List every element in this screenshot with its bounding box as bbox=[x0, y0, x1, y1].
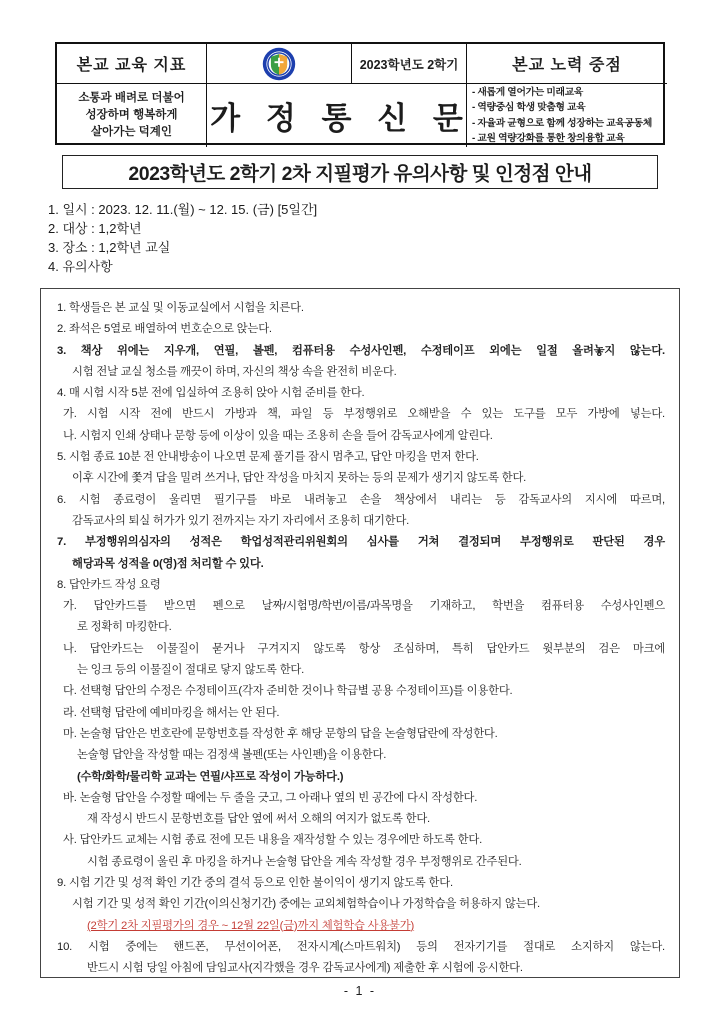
newsletter-title: 가 정 통 신 문 bbox=[207, 84, 467, 147]
school-emblem-icon bbox=[261, 46, 297, 82]
guideline-line: 4. 매 시험 시작 5분 전에 입실하여 조용히 앉아 시험 준비를 한다. bbox=[57, 387, 365, 400]
focus-item: - 교원 역량강화를 통한 창의융합 교육 bbox=[472, 133, 625, 144]
guideline-line: 시험 종료령이 울린 후 마킹을 하거나 논술형 답안을 계속 작성할 경우 부정행위로 간주된다. bbox=[87, 855, 522, 868]
guideline-line: 10. 시험 중에는 핸드폰, 무선이어폰, 전자시계(스마트워치) 등의 전자기기를 절대로 소지하지 않는다. bbox=[57, 940, 665, 953]
info-item: 4. 유의사항 bbox=[48, 259, 113, 274]
guideline-line: 가. 시험 시작 전에 반드시 가방과 책, 파일 등 부정행위로 오해받을 수 있는 도구를 모두 가방에 넣는다. bbox=[63, 408, 665, 421]
guideline-line: 5. 시험 종료 10분 전 안내방송이 나오면 문제 풀기를 잠시 멈추고, 답안 마킹을 먼저 한다. bbox=[57, 451, 479, 464]
motto-line: 성장하며 행복하게 bbox=[85, 109, 178, 121]
guideline-line: 이후 시간에 쫓겨 답을 밀려 쓰거나, 답안 작성을 마치지 못하는 등의 문제가 생기지 않도록 한다. bbox=[72, 472, 527, 485]
guideline-line: 8. 답안카드 작성 요령 bbox=[57, 578, 161, 591]
guideline-line: 9. 시험 기간 및 성적 확인 기간 중의 결석 등으로 인한 불이익이 생기지 않도록 한다. bbox=[57, 877, 453, 890]
effort-focus-title: 본교 노력 중점 bbox=[467, 44, 667, 84]
guideline-line: 논술형 답안을 작성할 때는 검정색 볼펜(또는 사인펜)을 이용한다. bbox=[77, 749, 387, 762]
guideline-line: 나. 시험지 인쇄 상태나 문항 등에 이상이 있을 때는 조용히 손을 들어 감독교사에게 알린다. bbox=[63, 429, 493, 442]
motto-line: 소통과 배려로 더불어 bbox=[78, 92, 185, 104]
focus-item: - 역량중심 학생 맞춤형 교육 bbox=[472, 102, 586, 113]
school-logo-cell bbox=[207, 44, 352, 84]
guideline-line: 해당과목 성적을 0(영)점 처리할 수 있다. bbox=[72, 557, 264, 570]
page-number: - 1 - bbox=[343, 984, 377, 998]
guideline-line: 7. 부정행위의심자의 성적은 학업성적관리위원회의 심사를 거쳐 결정되며 부정행위로 판단된 경우 bbox=[57, 536, 665, 549]
guideline-line: 재 작성시 반드시 문항번호를 답안 옆에 써서 오해의 여지가 없도록 한다. bbox=[87, 813, 430, 826]
info-item: 1. 일시 : 2023. 12. 11.(월) ~ 12. 15. (금) [5일간] bbox=[48, 202, 318, 217]
guideline-line: 반드시 시험 당일 아침에 담임교사(지각했을 경우 감독교사에게) 제출한 후 시험에 응시한다. bbox=[87, 962, 523, 975]
notice-title: 2023학년도 2학기 2차 지필평가 유의사항 및 인정점 안내 bbox=[62, 155, 658, 189]
focus-item: - 새롭게 열어가는 미래교육 bbox=[472, 86, 584, 98]
guideline-line: 는 잉크 등의 이물질이 절대로 닿지 않도록 한다. bbox=[77, 664, 305, 677]
info-item: 2. 대상 : 1,2학년 bbox=[48, 221, 142, 236]
masthead-table bbox=[55, 42, 665, 145]
motto-line: 살아가는 덕계인 bbox=[91, 126, 172, 138]
guideline-line: 마. 논술형 답안은 번호란에 문항번호를 작성한 후 해당 문항의 답을 논술형답란에 작성한다. bbox=[63, 727, 498, 740]
guideline-line: 시험 기간 및 성적 확인 기간(이의신청기간) 중에는 교외체험학습이나 가정학습을 허용하지 않는다. bbox=[72, 898, 540, 911]
guideline-line: 2. 좌석은 5열로 배열하여 번호순으로 앉는다. bbox=[57, 323, 272, 336]
info-list bbox=[48, 200, 668, 276]
focus-item: - 자율과 균형으로 함께 성장하는 교육공동체 bbox=[472, 117, 653, 129]
info-item: 3. 장소 : 1,2학년 교실 bbox=[48, 240, 171, 255]
focus-list bbox=[467, 84, 667, 147]
guideline-line: 나. 답안카드는 이물질이 묻거나 구겨지지 않도록 항상 조심하며, 특히 답안카드 윗부분의 검은 마크에 bbox=[63, 642, 665, 655]
school-motto bbox=[57, 84, 207, 147]
guideline-line: 로 정확히 마킹한다. bbox=[77, 621, 172, 634]
guideline-line: 사. 답안카드 교체는 시험 종료 전에 모든 내용을 재작성할 수 있는 경우에만 하도록 한다. bbox=[63, 834, 483, 847]
guideline-line: 3. 책상 위에는 지우개, 연필, 볼펜, 컴퓨터용 수성사인펜, 수정테이프 외에는 일절 올려놓지 않는다. bbox=[57, 344, 665, 357]
guideline-line: 6. 시험 종료령이 울리면 필기구를 바로 내려놓고 손을 책상에서 내리는 등 감독교사의 지시에 따르며, bbox=[57, 493, 665, 506]
guideline-line: 시험 전날 교실 청소를 깨끗이 하며, 자신의 책상 속을 완전히 비운다. bbox=[72, 365, 397, 378]
guideline-line: 1. 학생들은 본 교실 및 이동교실에서 시험을 치른다. bbox=[57, 302, 304, 314]
education-index-title: 본교 교육 지표 bbox=[57, 44, 207, 84]
guideline-line: 가. 답안카드를 받으면 펜으로 날짜/시험명/학번/이름/과목명을 기재하고, 학번을 컴퓨터용 수성사인펜으 bbox=[63, 600, 665, 613]
guideline-line: 라. 선택형 답란에 예비마킹을 해서는 안 된다. bbox=[63, 706, 280, 719]
guideline-line: 바. 논술형 답안을 수정할 때에는 두 줄을 긋고, 그 아래나 옆의 빈 공간에 다시 작성한다. bbox=[63, 791, 478, 804]
semester-label: 2023학년도 2학기 bbox=[352, 44, 467, 84]
guideline-line: 감독교사의 퇴실 허가가 있기 전까지는 자기 자리에서 조용히 대기한다. bbox=[72, 514, 410, 527]
guidelines-box bbox=[40, 288, 680, 978]
guideline-line: (2학기 2차 지필평가의 경우 ~ 12월 22일(금)까지 체험학습 사용불가) bbox=[87, 919, 415, 932]
guideline-line: 다. 선택형 답안의 수정은 수정테이프(각자 준비한 것이나 학급별 공용 수정테이프)를 이용한다. bbox=[63, 685, 513, 698]
guideline-line: (수학/화학/물리학 교과는 연필/샤프로 작성이 가능하다.) bbox=[77, 770, 344, 783]
